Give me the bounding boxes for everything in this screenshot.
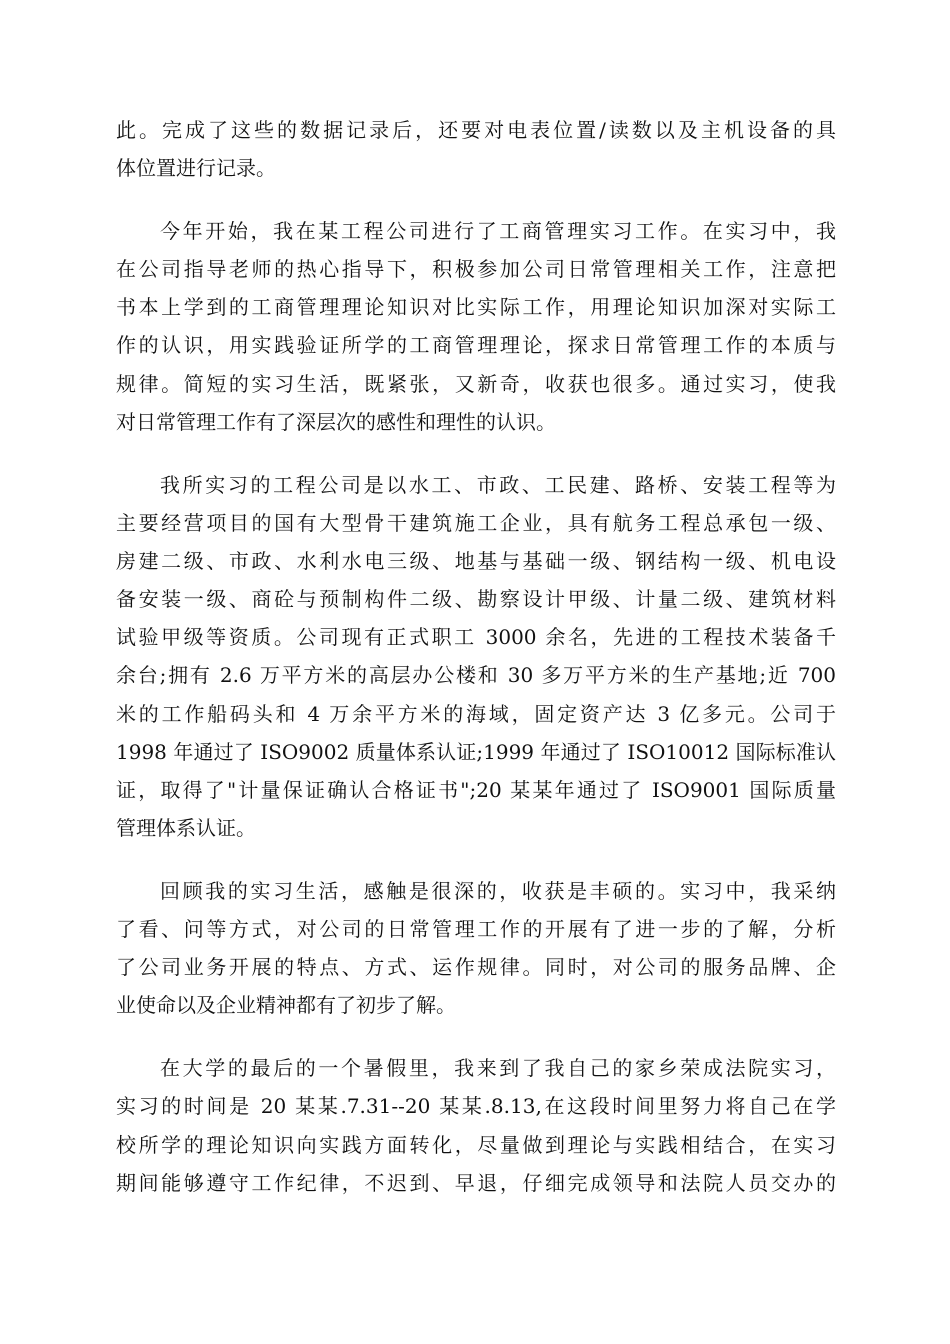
- text-line: 主要经营项目的国有大型骨干建筑施工企业，具有航务工程总承包一级、: [116, 510, 836, 535]
- paragraph-1: [116, 111, 836, 187]
- text-line: 此。完成了这些的数据记录后，还要对电表位置/读数以及主机设备的具: [116, 118, 836, 142]
- text-line: 在公司指导老师的热心指导下，积极参加公司日常管理相关工作，注意把: [116, 257, 836, 282]
- paragraph-2: [116, 212, 836, 441]
- text-line: 今年开始，我在某工程公司进行了工商管理实习工作。在实习中，我: [160, 218, 836, 243]
- text-line: 对日常管理工作有了深层次的感性和理性的认识。: [116, 409, 556, 434]
- text-line: 了公司业务开展的特点、方式、运作规律。同时，对公司的服务品牌、企: [116, 955, 836, 980]
- text-line: 证，取得了"计量保证确认合格证书";20 某某年通过了 ISO9001 国际质量: [116, 778, 836, 802]
- paragraph-3: [116, 466, 836, 848]
- text-line: 期间能够遵守工作纪律，不迟到、早退，仔细完成领导和法院人员交办的: [116, 1170, 836, 1195]
- paragraph-4: [116, 872, 836, 1025]
- text-line: 书本上学到的工商管理理论知识对比实际工作，用理论知识加深对实际工: [116, 295, 836, 320]
- text-line: 实习的时间是 20 某某.7.31--20 某某.8.13,在这段时间里努力将自己在学: [116, 1094, 836, 1119]
- text-line: 在大学的最后的一个暑假里，我来到了我自己的家乡荣成法院实习，: [160, 1056, 836, 1081]
- text-line: 管理体系认证。: [116, 816, 256, 841]
- text-line: 体位置进行记录。: [116, 156, 276, 181]
- text-line: 1998 年通过了 ISO9002 质量体系认证;1999 年通过了 ISO10012 国际标准认: [116, 739, 836, 764]
- text-line: 业使命以及企业精神都有了初步了解。: [116, 993, 456, 1018]
- text-line: 试验甲级等资质。公司现有正式职工 3000 余名，先进的工程技术装备千: [116, 625, 836, 650]
- text-line: 备安装一级、商砼与预制构件二级、勘察设计甲级、计量二级、建筑材料: [116, 587, 836, 612]
- text-line: 余台;拥有 2.6 万平方米的高层办公楼和 30 多万平方米的生产基地;近 700: [116, 663, 836, 688]
- text-line: 米的工作船码头和 4 万余平方米的海域，固定资产达 3 亿多元。公司于: [116, 701, 836, 726]
- text-line: 规律。简短的实习生活，既紧张，又新奇，收获也很多。通过实习，使我: [116, 371, 836, 396]
- text-line: 作的认识，用实践验证所学的工商管理理论，探求日常管理工作的本质与: [116, 333, 836, 358]
- text-line: 我所实习的工程公司是以水工、市政、工民建、路桥、安装工程等为: [160, 472, 836, 497]
- document-page: [116, 111, 836, 1226]
- text-line: 回顾我的实习生活，感触是很深的，收获是丰硕的。实习中，我采纳: [160, 878, 836, 903]
- text-line: 了看、问等方式，对公司的日常管理工作的开展有了进一步的了解，分析: [116, 917, 836, 942]
- text-line: 房建二级、市政、水利水电三级、地基与基础一级、钢结构一级、机电设: [116, 548, 836, 573]
- paragraph-5: [116, 1049, 836, 1202]
- text-line: 校所学的理论知识向实践方面转化，尽量做到理论与实践相结合，在实习: [116, 1132, 836, 1157]
